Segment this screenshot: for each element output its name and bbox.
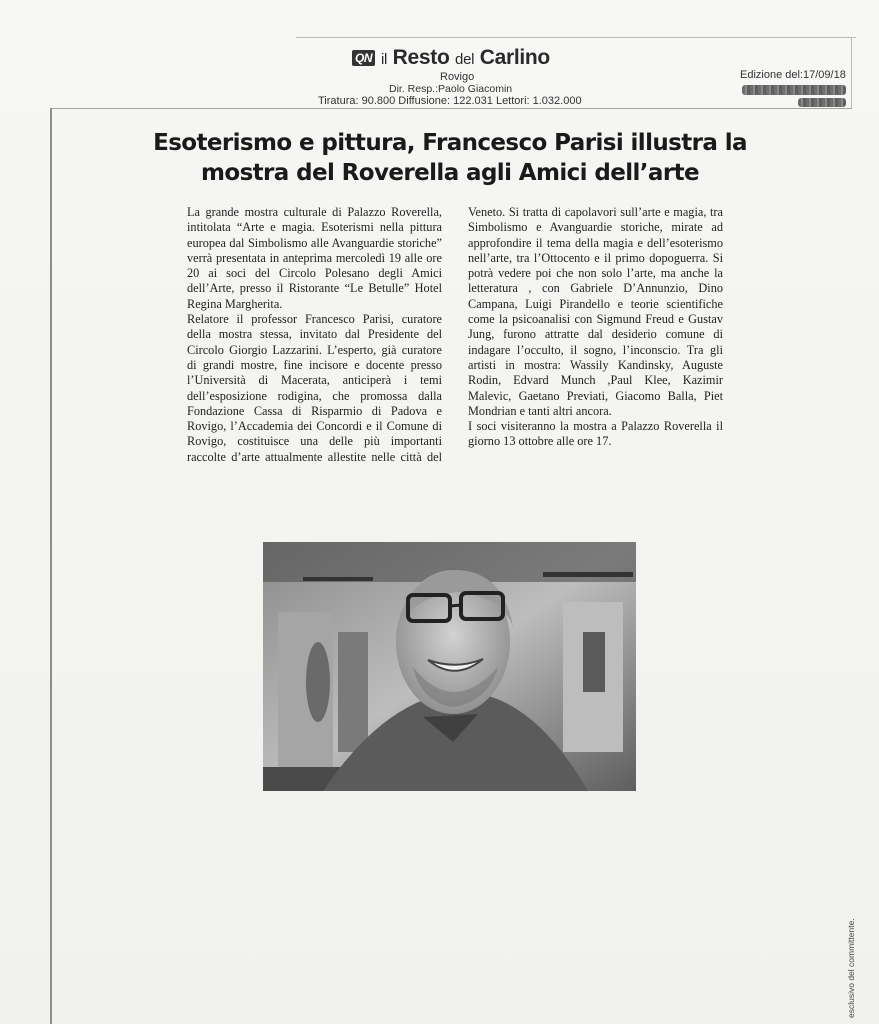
article-paragraph-1: La grande mostra culturale di Palazzo Roverella, intitolata “Arte e magia. Esoterismi nella pittura europea dal Simbolismo alle Avanguardie storiche” verrà presentata in anteprima mercoledì 19 alle ore 20 ai soci del Circolo Polesano degli Amici dell’Arte, presso il Ristorante “Le Betulle” Hotel Regina Margherita.: [187, 205, 442, 311]
publication-city: Rovigo: [440, 71, 475, 83]
logo-carlino: Carlino: [479, 46, 550, 69]
qn-logo-badge: QN: [352, 50, 375, 66]
newspaper-logo: [352, 46, 550, 70]
article-paragraph-3: I soci visiteranno la mostra a Palazzo Roverella il giorno 13 ottobre alle ore 17.: [468, 419, 723, 449]
header-divider-bottom: [52, 108, 852, 109]
sheet-left-edge: [50, 108, 52, 1024]
portrait-photo-image: [263, 542, 636, 791]
publication-director: Dir. Resp.:Paolo Giacomin: [389, 83, 513, 95]
edition-date: Edizione del:17/09/18: [740, 69, 846, 81]
article-headline: Esoterismo e pittura, Francesco Parisi illustra la mostra del Roverella agli Amici dell’arte: [153, 130, 747, 186]
header-divider-top: [296, 37, 856, 38]
article-paragraph-2: Relatore il professor Francesco Parisi, curatore della mostra stessa, invitato dal Presidente del Circolo Giorgio Lazzarini. L’esperto, già curatore di grandi mostre, fine incisore e docente presso l’Università di Macerata, anticiperà i temi dell’esposizione rodigina, che promossa dalla Fondazione Cassa di Risparmio di Padova e Rovigo, l’Accademia dei Concordi e il Comune di Rovigo, costituisce una delle più importanti raccolte d’arte attualmente allestite nelle città del Veneto. Si tratta di capolavori sull’arte e magia, tra Simbolismo e Avanguardie storiche, mirate ad approfondire il tema della magia e dell’esoterismo nell’arte, tra l’Ottocento e il primo dopoguerra. Si potrà vedere poi che non solo l’arte, ma anche la letteratura , con Gabriele D’Annunzio, Dino Campana, Luigi Pirandello e teorie scientifiche come la psicoanalisi con Sigmund Freud e Gustav Jung, furono attratte dal desiderio comune di indagare l’occulto, il sogno, l’inconscio. Tra gli artisti in mostra: Wassily Kandinsky, Auguste Rodin, Edvard Munch ,Paul Klee, Kazimir Malevic, Gaetano Previati, Giacomo Balla, Piet Mondrian e tanti altri ancora.: [187, 205, 723, 464]
newspaper-name: [381, 46, 550, 70]
header-divider-right: [851, 37, 852, 109]
portrait-photo: [263, 542, 636, 791]
redacted-mark: [742, 85, 846, 95]
article-body: [187, 205, 723, 535]
redacted-mark-2: [798, 98, 846, 107]
logo-del: del: [455, 51, 475, 68]
logo-resto: Resto: [392, 46, 450, 69]
publication-stats: Tiratura: 90.800 Diffusione: 122.031 Lettori: 1.032.000: [318, 95, 582, 107]
rights-note: esclusivo del committente.: [846, 918, 856, 1018]
logo-prefix: il: [381, 51, 388, 68]
